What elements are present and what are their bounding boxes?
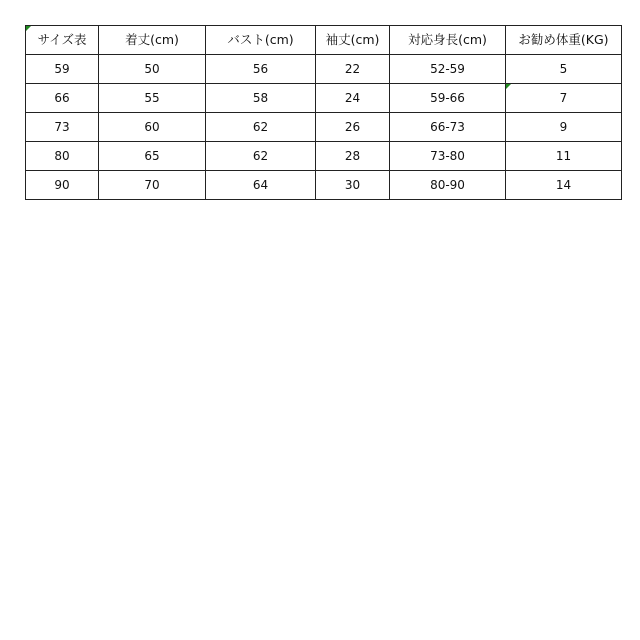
table-row <box>26 84 622 113</box>
table-cell[interactable]: 60 <box>99 113 206 142</box>
table-row <box>26 142 622 171</box>
table-cell[interactable]: 62 <box>206 142 316 171</box>
header-size[interactable] <box>26 26 99 55</box>
table-cell[interactable]: 59-66 <box>390 84 506 113</box>
table-cell[interactable]: 5 <box>506 55 622 84</box>
table-cell[interactable]: 11 <box>506 142 622 171</box>
table-cell-value: 7 <box>559 91 568 105</box>
table-cell[interactable]: 9 <box>506 113 622 142</box>
table-cell[interactable]: 80 <box>26 142 99 171</box>
table-cell[interactable]: 26 <box>316 113 390 142</box>
table-row <box>26 171 622 200</box>
cell-comment-marker <box>506 84 511 89</box>
cell-comment-marker <box>26 26 31 31</box>
table-cell[interactable]: 56 <box>206 55 316 84</box>
table-header-row <box>26 26 622 55</box>
header-sleeve[interactable]: 袖丈(cm) <box>316 26 390 55</box>
table-cell[interactable]: 50 <box>99 55 206 84</box>
table-cell[interactable]: 59 <box>26 55 99 84</box>
table-cell[interactable]: 66 <box>26 84 99 113</box>
table-cell[interactable]: 90 <box>26 171 99 200</box>
header-bust[interactable]: バスト(cm) <box>206 26 316 55</box>
table-cell[interactable]: 24 <box>316 84 390 113</box>
table-cell[interactable]: 58 <box>206 84 316 113</box>
table-cell[interactable]: 65 <box>99 142 206 171</box>
table-cell[interactable] <box>506 84 622 113</box>
table-cell[interactable]: 52-59 <box>390 55 506 84</box>
header-length[interactable]: 着丈(cm) <box>99 26 206 55</box>
table-cell[interactable]: 62 <box>206 113 316 142</box>
table-cell[interactable]: 66-73 <box>390 113 506 142</box>
table-cell[interactable]: 22 <box>316 55 390 84</box>
header-size-label: サイズ表 <box>37 31 87 47</box>
header-height[interactable]: 対応身長(cm) <box>390 26 506 55</box>
table-row <box>26 113 622 142</box>
table-cell[interactable]: 28 <box>316 142 390 171</box>
table-cell[interactable]: 70 <box>99 171 206 200</box>
table-cell[interactable]: 30 <box>316 171 390 200</box>
header-weight[interactable]: お勧め体重(KG) <box>506 26 622 55</box>
table-cell[interactable]: 80-90 <box>390 171 506 200</box>
size-chart-table <box>25 25 622 200</box>
table-cell[interactable]: 55 <box>99 84 206 113</box>
table-cell[interactable]: 14 <box>506 171 622 200</box>
table-cell[interactable]: 64 <box>206 171 316 200</box>
table-row <box>26 55 622 84</box>
table-cell[interactable]: 73-80 <box>390 142 506 171</box>
table-cell[interactable]: 73 <box>26 113 99 142</box>
